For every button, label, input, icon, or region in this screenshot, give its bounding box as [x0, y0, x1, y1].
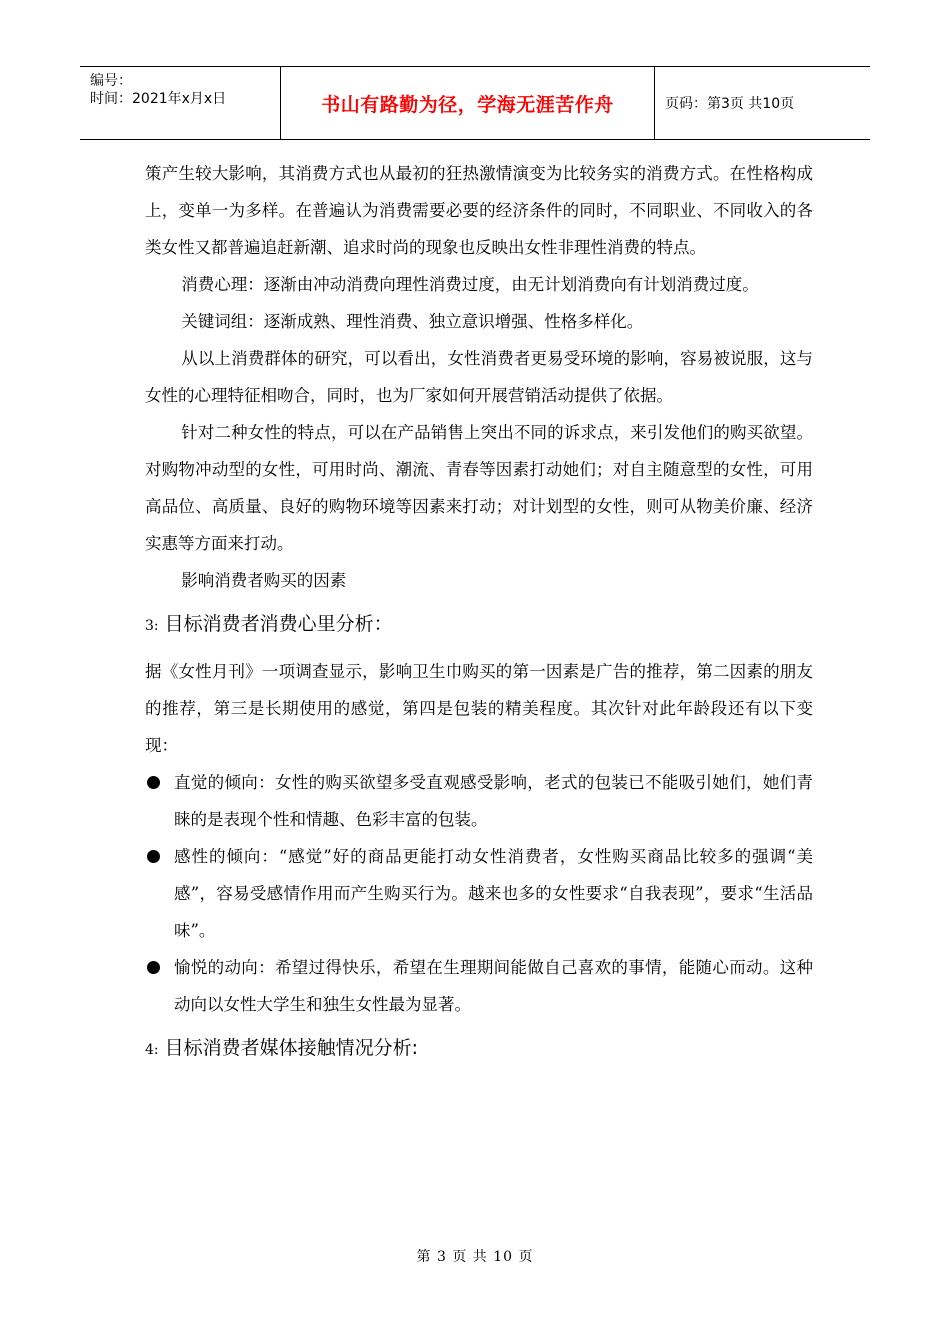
section-4-title: 目标消费者媒体接触情况分析: [164, 1037, 419, 1059]
bullet-dot-icon [147, 850, 160, 863]
bullet-item [145, 949, 813, 1023]
paragraph-6: 影响消费者购买的因素 [181, 571, 347, 590]
section-4-heading [145, 1033, 813, 1065]
bullet-dot-icon [147, 776, 160, 789]
header-meta [80, 67, 281, 139]
bullet-item [145, 764, 813, 838]
section-4-number: 4: [145, 1042, 159, 1058]
section-3-heading [145, 609, 813, 641]
bullet-text: 直觉的倾向：女性的购买欲望多受直观感受影响，老式的包装已不能吸引她们，她们青睐的是表现个性和情趣、色彩丰富的包装。 [174, 773, 813, 829]
paragraph-4: 从以上消费群体的研究，可以看出，女性消费者更易受环境的影响，容易被说服，这与女性的心理特征相吻合，同时，也为厂家如何开展营销活动提供了依据。 [145, 349, 813, 405]
number-label: 编号： [90, 73, 132, 89]
header-page-code: 页码：第3页 共10页 [665, 96, 795, 112]
document-header [80, 66, 870, 140]
section-3-number: 3: [145, 618, 159, 634]
bullet-dot-icon [147, 961, 160, 974]
page-footer: 第 3 页 共 10 页 [416, 1249, 534, 1265]
section-3-title: 目标消费者消费心里分析： [164, 613, 393, 635]
document-body [145, 155, 813, 1077]
paragraph-5: 针对二种女性的特点，可以在产品销售上突出不同的诉求点，来引发他们的购买欲望。对购物冲动型的女性，可用时尚、潮流、青春等因素打动她们；对自主随意型的女性，可用高品位、高质量、良好的购物环境等因素来打动；对计划型的女性，则可从物美价廉、经济实惠等方面来打动。 [145, 423, 813, 553]
paragraph-2: 消费心理：逐渐由冲动消费向理性消费过度，由无计划消费向有计划消费过度。 [181, 275, 759, 294]
bullet-text: 感性的倾向：“感觉”好的商品更能打动女性消费者，女性购买商品比较多的强调“美感”，容易受感情作用而产生购买行为。越来也多的女性要求“自我表现”，要求“生活品味”。 [174, 847, 813, 940]
paragraph-3: 关键词组：逐渐成熟、理性消费、独立意识增强、性格多样化。 [181, 312, 644, 331]
paragraph-1: 策产生较大影响，其消费方式也从最初的狂热激情演变为比较务实的消费方式。在性格构成上，变单一为多样。在普遍认为消费需要必要的经济条件的同时，不同职业、不同收入的各类女性又都普遍追赶新潮、追求时尚的现象也反映出女性非理性消费的特点。 [145, 164, 813, 257]
header-motto: 书山有路勤为径，学海无涯苦作舟 [281, 67, 655, 139]
section-3-intro: 据《女性月刊》一项调查显示，影响卫生巾购买的第一因素是广告的推荐，第二因素的朋友的推荐，第三是长期使用的感觉，第四是包装的精美程度。其次针对此年龄段还有以下变现： [145, 662, 813, 755]
bullet-text: 愉悦的动向：希望过得快乐，希望在生理期间能做自己喜欢的事情，能随心而动。这种动向以女性大学生和独生女性最为显著。 [174, 958, 813, 1014]
time-label: 时间：2021年x月x日 [90, 91, 227, 107]
bullet-item [145, 838, 813, 949]
